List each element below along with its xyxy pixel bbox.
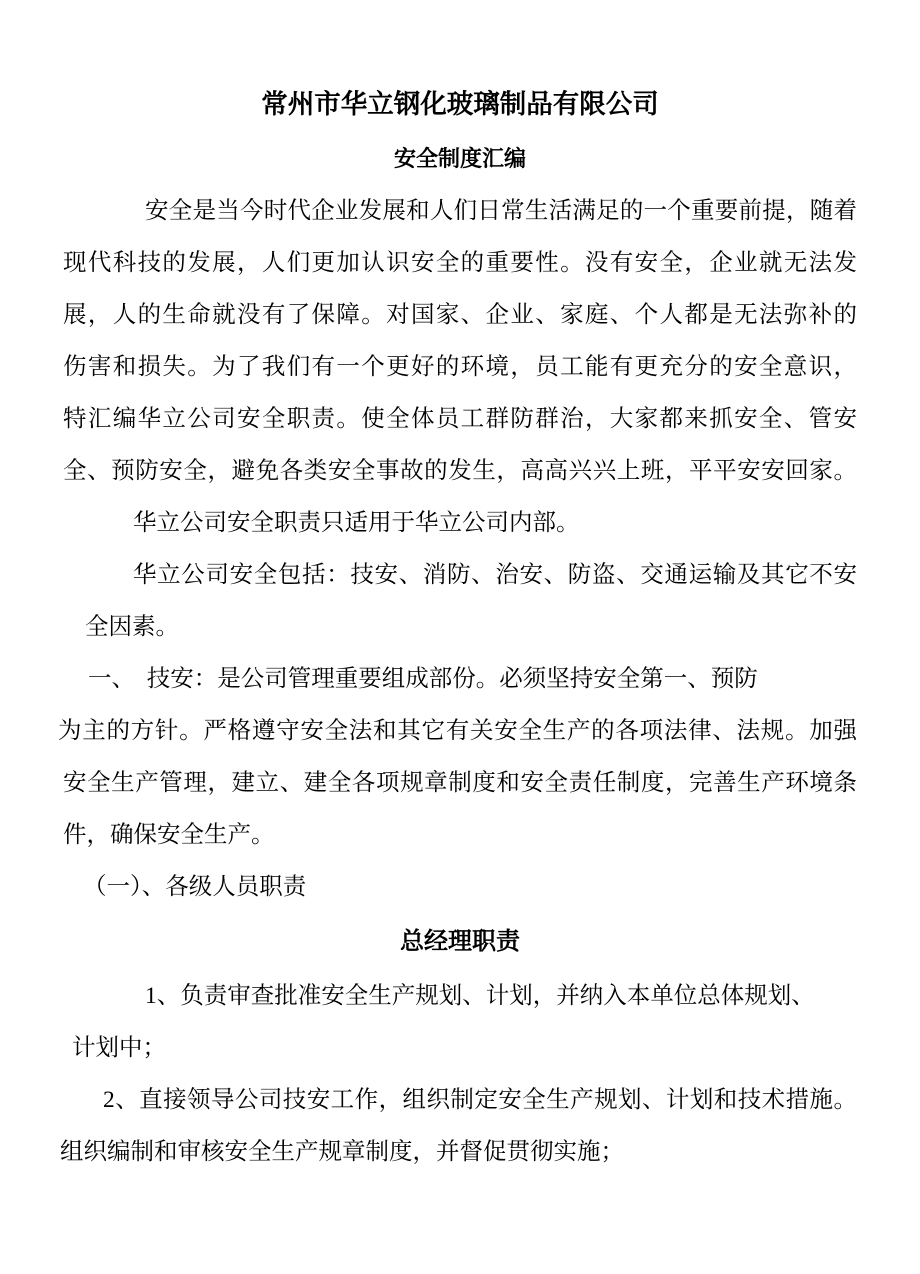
doc-title: 常州市华立钢化玻璃制品有限公司 (261, 89, 659, 119)
doc-line: 安全是当今时代企业发展和人们日常生活满足的一个重要前提，随着 (145, 198, 857, 224)
doc-line: 伤害和损失。为了我们有一个更好的环境，员工能有更充分的安全意识， (63, 354, 857, 380)
doc-line: 华立公司安全包括：技安、消防、治安、防盗、交通运输及其它不安 (133, 562, 857, 588)
doc-line: 2、直接领导公司技安工作，组织制定安全生产规划、计划和技术措施。 (103, 1087, 857, 1113)
doc-line: 现代科技的发展，人们更加认识安全的重要性。没有安全，企业就无法发 (63, 250, 857, 276)
doc-line: 华立公司安全职责只适用于华立公司内部。 (133, 510, 580, 536)
doc-line: 计划中； (72, 1035, 166, 1061)
section-heading: 总经理职责 (400, 929, 520, 955)
doc-line: 1、负责审查批准安全生产规划、计划，并纳入本单位总体规划、 (145, 983, 815, 1009)
doc-line: 组织编制和审核安全生产规章制度，并督促贯彻实施； (60, 1139, 624, 1165)
doc-subtitle: 安全制度汇编 (393, 146, 526, 171)
doc-line: 全因素。 (85, 614, 179, 640)
doc-line: （一）、各级人员职责 (83, 874, 307, 900)
doc-line: 一、 技安：是公司管理重要组成部份。必须坚持安全第一、预防 (88, 666, 758, 692)
doc-line: 件，确保安全生产。 (63, 822, 275, 848)
doc-line: 特汇编华立公司安全职责。使全体员工群防群治，大家都来抓安全、管安 (63, 406, 857, 432)
doc-line: 展，人的生命就没有了保障。对国家、企业、家庭、个人都是无法弥补的 (63, 302, 857, 328)
doc-line: 为主的方针。严格遵守安全法和其它有关安全生产的各项法律、法规。加强 (58, 718, 857, 744)
doc-line: 全、预防安全，避免各类安全事故的发生，高高兴兴上班，平平安安回家。 (63, 458, 857, 484)
doc-line: 安全生产管理，建立、建全各项规章制度和安全责任制度，完善生产环境条 (63, 770, 857, 796)
